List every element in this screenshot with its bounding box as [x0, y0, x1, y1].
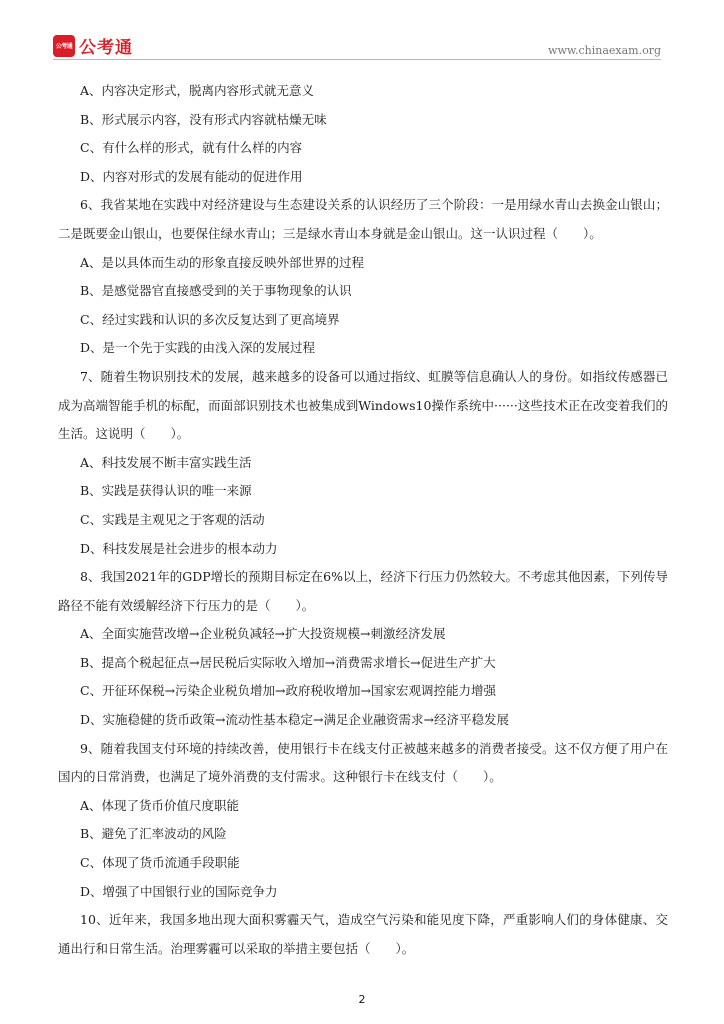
logo[interactable] [53, 33, 133, 58]
logo-text: 公考通 [79, 38, 133, 58]
document-body [58, 77, 668, 963]
answer-option: B、实践是获得认识的唯一来源 [80, 483, 252, 499]
answer-option: B、是感觉器官直接感受到的关于事物现象的认识 [80, 283, 352, 299]
answer-option: A、内容决定形式，脱离内容形式就无意义 [80, 83, 315, 98]
site-url: www.chinaexam.org [548, 44, 661, 57]
answer-option: A、科技发展不断丰富实践生活 [80, 454, 252, 470]
question-text: 10、近年来，我国多地出现大面积雾霾天气，造成空气污染和能见度下降，严重影响人们的身体健康、交通出行和日常生活。治理雾霾可以采取的举措主要包括（ ）。 [58, 912, 668, 956]
question-text: 7、随着生物识别技术的发展，越来越多的设备可以通过指纹、虹膜等信息确认人的身份。如指纹传感器已成为高端智能手机的标配，而面部识别技术也被集成到Windows10操作系统中······这些技术正在改变着我们的生活。这说明（ ）。 [58, 368, 668, 442]
page-number: 2 [358, 993, 366, 1006]
header-divider [53, 59, 661, 60]
answer-option: C、体现了货币流通手段职能 [80, 855, 240, 871]
answer-option: C、实践是主观见之于客观的活动 [80, 511, 265, 527]
question-text: 6、我省某地在实践中对经济建设与生态建设关系的认识经历了三个阶段：一是用绿水青山去换金山银山；二是既要金山银山，也要保住绿水青山；三是绿水青山本身就是金山银山。这一认识过程（ ）。 [58, 197, 668, 241]
answer-option: D、实施稳健的货币政策→流动性基本稳定→满足企业融资需求→经济平稳发展 [80, 712, 509, 728]
answer-option: D、是一个先于实践的由浅入深的发展过程 [80, 340, 316, 356]
answer-option: D、增强了中国银行业的国际竞争力 [80, 883, 278, 899]
answer-option: C、有什么样的形式，就有什么样的内容 [80, 140, 303, 156]
answer-option: B、避免了汇率波动的风险 [80, 826, 227, 842]
answer-option: A、全面实施营改增→企业税负减轻→扩大投资规模→刺激经济发展 [80, 626, 446, 642]
question-text: 9、随着我国支付环境的持续改善，使用银行卡在线支付正被越来越多的消费者接受。这不仅方便了用户在国内的日常消费，也满足了境外消费的支付需求。这种银行卡在线支付（ ）。 [58, 740, 668, 785]
answer-option: A、是以具体而生动的形象直接反映外部世界的过程 [80, 254, 365, 270]
question-text: 8、我国2021年的GDP增长的预期目标定在6%以上，经济下行压力仍然较大。不考虑其他因素，下列传导路径不能有效缓解经济下行压力的是（ ）。 [58, 569, 669, 613]
answer-option: B、形式展示内容，没有形式内容就枯燥无味 [80, 111, 327, 127]
answer-option: D、科技发展是社会进步的根本动力 [80, 540, 278, 556]
answer-option: C、经过实践和认识的多次反复达到了更高境界 [80, 311, 340, 327]
answer-option: B、提高个税起征点→居民税后实际收入增加→消费需求增长→促进生产扩大 [80, 654, 496, 670]
logo-badge-icon: 公考通 [53, 35, 75, 57]
answer-option: D、内容对形式的发展有能动的促进作用 [80, 168, 303, 184]
page-header [0, 0, 724, 60]
answer-option: A、体现了货币价值尺度职能 [80, 797, 240, 813]
answer-option: C、开征环保税→污染企业税负增加→政府税收增加→国家宏观调控能力增强 [80, 683, 496, 699]
